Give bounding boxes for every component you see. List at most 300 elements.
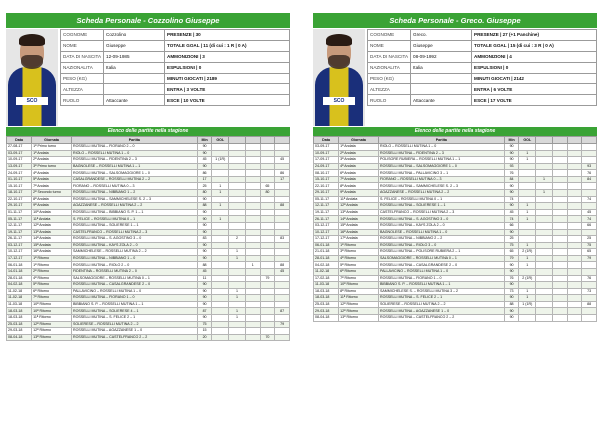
table-cell: [212, 255, 229, 262]
table-cell: 19-11-17: [7, 229, 32, 236]
info-value: 08-09-1992: [411, 51, 472, 62]
player-photo: [313, 29, 365, 126]
table-cell: [536, 301, 553, 308]
table-cell: ROSSELLI MUTINA – AGAZZANESE 1 – 0: [71, 328, 197, 335]
table-cell: 2 (1R): [519, 275, 536, 282]
table-row: [7, 275, 290, 282]
table-cell: 25-03-18: [7, 321, 32, 328]
info-stat: TOTALE GOAL | 15 (di cui : 3 R | 0 A): [472, 40, 597, 51]
table-cell: [275, 209, 290, 216]
table-cell: [260, 216, 275, 223]
table-cell: 74: [504, 196, 519, 203]
table-cell: 11: [197, 275, 212, 282]
table-cell: [567, 209, 582, 216]
table-cell: [245, 209, 260, 216]
player-sheet-right: [313, 13, 597, 322]
table-cell: 24-09-17: [7, 170, 32, 177]
match-list-title: Elenco delle partite nella stagione: [6, 127, 290, 136]
table-cell: S. FELICE – ROSSELLI MUTINA 0 – 1: [71, 216, 197, 223]
table-row: [7, 209, 290, 216]
table-cell: 1ª Ritorno: [32, 262, 72, 269]
table-cell: [260, 249, 275, 256]
table-cell: [275, 328, 290, 335]
table-cell: 1ª Ritorno: [32, 255, 72, 262]
table-cell: 1ª Andata: [339, 144, 379, 151]
table-cell: ROSSELLI MUTINA – FIDENTINA 2 – 3: [378, 150, 504, 157]
table-row: [314, 288, 597, 295]
info-key: RUOLO: [368, 95, 411, 106]
table-cell: [536, 236, 553, 243]
table-cell: [245, 328, 260, 335]
table-cell: [260, 255, 275, 262]
table-cell: 17-12-17: [7, 255, 32, 262]
table-cell: [212, 150, 229, 157]
table-row: [7, 196, 290, 203]
column-header: Min: [197, 137, 212, 144]
table-cell: [229, 268, 246, 275]
table-row: [7, 190, 290, 197]
table-cell: 90: [504, 157, 519, 164]
table-cell: 83: [275, 236, 290, 243]
table-cell: [245, 288, 260, 295]
table-cell: 08-10-17: [314, 170, 339, 177]
table-cell: [536, 295, 553, 302]
table-cell: ROSSELLI MUTINA – RIOLO 3 – 0: [378, 242, 504, 249]
table-cell: [260, 315, 275, 322]
table-cell: 90: [197, 282, 212, 289]
table-cell: [275, 144, 290, 151]
table-cell: [245, 229, 260, 236]
table-row: [7, 222, 290, 229]
table-cell: [212, 249, 229, 256]
table-cell: [229, 157, 246, 164]
table-cell: [536, 170, 553, 177]
table-row: [314, 196, 597, 203]
sponsor-logo: SCO: [323, 97, 355, 105]
table-cell: 10ª Ritorno: [339, 282, 379, 289]
table-cell: ROSSELLI MUTINA – SAMMICHELESE S. 2 – 3: [71, 196, 197, 203]
column-header: Giornata: [32, 137, 72, 144]
info-key: COGNOME: [61, 30, 104, 41]
column-header: [229, 137, 246, 144]
table-cell: 17-12-17: [314, 236, 339, 243]
table-cell: AGAZZANESE – ROSSELLI MUTINA 2 – 2: [378, 190, 504, 197]
table-cell: ROSSELLI MUTINA – FIORANO 1 – 0: [71, 295, 197, 302]
table-cell: [519, 236, 536, 243]
table-cell: RIOLO – ROSSELLI MUTINA 1 – 0: [378, 144, 504, 151]
table-row: [7, 255, 290, 262]
table-cell: SAMMICHELESE – ROSSELLI MUTINA 2 – 2: [71, 249, 197, 256]
info-key: PESO (KG): [368, 73, 411, 84]
table-cell: [536, 288, 553, 295]
table-cell: 5ª Andata: [32, 176, 72, 183]
table-cell: [229, 203, 246, 210]
info-row: [368, 51, 597, 62]
table-cell: [582, 150, 597, 157]
table-cell: 87: [275, 308, 290, 315]
table-cell: [582, 315, 597, 322]
profile-block: [313, 29, 597, 126]
table-cell: [552, 315, 567, 322]
table-cell: [536, 242, 553, 249]
table-cell: 86: [197, 170, 212, 177]
table-cell: 75: [582, 242, 597, 249]
table-cell: 70: [260, 334, 275, 341]
table-row: [7, 216, 290, 223]
table-cell: 4ª Ritorno: [339, 255, 379, 262]
table-row: [314, 236, 597, 243]
table-cell: S. FELICE – ROSSELLI MUTINA 0 – 1: [378, 196, 504, 203]
column-header: Partita: [378, 137, 504, 144]
table-cell: [567, 216, 582, 223]
table-cell: 11-03-18: [7, 301, 32, 308]
table-cell: [275, 183, 290, 190]
table-cell: ROSSELLI MUTINA – PALLAVICINO 3 – 1: [378, 170, 504, 177]
table-cell: 90: [504, 229, 519, 236]
table-cell: 12ª Ritorno: [339, 301, 379, 308]
table-row: [7, 170, 290, 177]
table-cell: [552, 216, 567, 223]
table-cell: [567, 242, 582, 249]
table-cell: [552, 209, 567, 216]
table-cell: BAGNOLESE – ROSSELLI MUTINA 1 – 0: [378, 229, 504, 236]
table-cell: [260, 150, 275, 157]
table-cell: [582, 262, 597, 269]
table-cell: 15ª Andata: [339, 222, 379, 229]
table-cell: 73: [504, 288, 519, 295]
table-cell: 87: [197, 308, 212, 315]
table-cell: [212, 282, 229, 289]
table-cell: 1: [212, 183, 229, 190]
table-cell: ROSSELLI MUTINA – CASTELFRANCO 2 – 2: [378, 315, 504, 322]
table-cell: 90: [504, 308, 519, 315]
info-value: Giuseppe: [104, 40, 165, 51]
table-cell: [567, 282, 582, 289]
table-cell: [229, 144, 246, 151]
table-cell: [245, 268, 260, 275]
table-cell: [229, 334, 246, 341]
table-cell: 15-10-17: [7, 183, 32, 190]
table-cell: [582, 308, 597, 315]
table-cell: 13ª Andata: [339, 209, 379, 216]
table-cell: 1: [536, 190, 553, 197]
table-cell: [536, 209, 553, 216]
table-cell: 1ª Primo turno: [32, 144, 72, 151]
table-cell: [245, 170, 260, 177]
table-cell: 17-02-18: [314, 275, 339, 282]
table-cell: 73: [582, 288, 597, 295]
table-cell: 05-11-17: [314, 196, 339, 203]
table-cell: SALSOMAGGIORE – ROSSELLI MUTINA 0 – 1: [378, 255, 504, 262]
table-cell: 08-04-18: [314, 315, 339, 322]
table-cell: [260, 222, 275, 229]
table-cell: [519, 315, 536, 322]
table-cell: 88: [197, 203, 212, 210]
table-cell: 90: [504, 190, 519, 197]
table-cell: [567, 288, 582, 295]
table-cell: 1: [519, 295, 536, 302]
table-cell: [245, 249, 260, 256]
table-cell: [245, 183, 260, 190]
table-cell: [212, 262, 229, 269]
column-header: Data: [314, 137, 339, 144]
table-cell: [212, 163, 229, 170]
table-row: [7, 183, 290, 190]
table-cell: [536, 262, 553, 269]
table-cell: 90: [504, 150, 519, 157]
table-cell: [552, 229, 567, 236]
info-key: PESO (KG): [61, 73, 104, 84]
table-cell: [567, 163, 582, 170]
table-cell: [536, 203, 553, 210]
table-cell: [552, 288, 567, 295]
table-cell: [212, 176, 229, 183]
table-cell: [567, 170, 582, 177]
table-cell: [245, 203, 260, 210]
table-cell: 45: [504, 209, 519, 216]
table-cell: 11-03-18: [314, 282, 339, 289]
table-cell: RIOLO – ROSSELLI MUTINA 1 – 0: [71, 150, 197, 157]
table-cell: 05-11-17: [7, 216, 32, 223]
table-cell: [582, 282, 597, 289]
table-cell: 6ª Ritorno: [32, 288, 72, 295]
table-cell: 8ª Andata: [339, 183, 379, 190]
table-cell: [229, 262, 246, 269]
table-row: [7, 334, 290, 341]
table-cell: [245, 144, 260, 151]
table-cell: [582, 157, 597, 164]
table-row: [314, 216, 597, 223]
table-row: [314, 249, 597, 256]
header-row: [7, 137, 290, 144]
sponsor-logo: SCO: [16, 97, 48, 105]
table-cell: [260, 282, 275, 289]
table-cell: 2ª Ritorno: [32, 268, 72, 275]
table-cell: 76: [582, 170, 597, 177]
table-cell: 11ª Andata: [339, 196, 379, 203]
table-cell: [229, 282, 246, 289]
table-cell: [552, 222, 567, 229]
table-cell: [567, 196, 582, 203]
table-row: [7, 328, 290, 335]
info-stat: TOTALE GOAL | 11 (di cui : 1 R | 0 A): [165, 40, 290, 51]
table-cell: [567, 183, 582, 190]
table-cell: [275, 301, 290, 308]
table-cell: 1: [229, 255, 246, 262]
table-cell: 16ª Andata: [339, 229, 379, 236]
table-cell: 45: [197, 268, 212, 275]
table-cell: [212, 196, 229, 203]
table-cell: [275, 288, 290, 295]
table-cell: 11-02-18: [7, 288, 32, 295]
table-cell: [582, 144, 597, 151]
table-cell: [245, 157, 260, 164]
table-cell: 4ª Andata: [32, 170, 72, 177]
table-row: [314, 144, 597, 151]
info-row: [368, 62, 597, 73]
table-cell: 25: [197, 183, 212, 190]
table-cell: ROSSELLI MUTINA – NIBBIANO 1 – 0: [71, 255, 197, 262]
match-table: [6, 136, 290, 341]
table-cell: 79: [275, 321, 290, 328]
table-cell: 12ª Ritorno: [32, 321, 72, 328]
table-cell: ROSSELLI MUTINA – S. AGOSTINO 3 – 0: [378, 216, 504, 223]
table-cell: [260, 236, 275, 243]
table-cell: [552, 150, 567, 157]
table-cell: 90: [197, 150, 212, 157]
table-cell: 88: [582, 301, 597, 308]
info-row: [368, 40, 597, 51]
table-row: [314, 170, 597, 177]
table-cell: [567, 249, 582, 256]
table-cell: [275, 229, 290, 236]
table-cell: [212, 209, 229, 216]
table-row: [314, 268, 597, 275]
info-row: [61, 73, 290, 84]
column-header: [552, 137, 567, 144]
table-cell: ROSSELLI MUTINA – SOLIERESE 1 – 1: [71, 222, 197, 229]
table-cell: [260, 308, 275, 315]
table-cell: 7ª Andata: [32, 183, 72, 190]
table-cell: [552, 295, 567, 302]
table-cell: 45: [582, 209, 597, 216]
table-cell: FIDENTINA – ROSSELLI MUTINA 2 – 0: [71, 268, 197, 275]
table-cell: 11-02-18: [7, 295, 32, 302]
table-cell: [567, 176, 582, 183]
table-cell: 90: [197, 242, 212, 249]
table-cell: 18-03-18: [7, 315, 32, 322]
table-cell: 08-04-18: [7, 334, 32, 341]
table-cell: [552, 144, 567, 151]
table-cell: 3ª Primo turno: [32, 163, 72, 170]
table-cell: [519, 268, 536, 275]
table-cell: ROSSELLI MUTINA – SALSOMAGGIORE 1 – 0: [378, 163, 504, 170]
table-cell: SALSOMAGGIORE – ROSSELLI MUTINA 0 – 1: [71, 275, 197, 282]
table-cell: 11ª Ritorno: [32, 315, 72, 322]
table-cell: 84: [582, 176, 597, 183]
table-row: [314, 183, 597, 190]
table-cell: 01-11-17: [7, 209, 32, 216]
table-cell: [229, 229, 246, 236]
table-cell: 6ª Andata: [339, 170, 379, 177]
table-cell: 13-09-17: [7, 163, 32, 170]
table-cell: [519, 229, 536, 236]
table-cell: 4ª Andata: [339, 163, 379, 170]
table-cell: [212, 144, 229, 151]
column-header: Partita: [71, 137, 197, 144]
table-cell: ROSSELLI MUTINA – CASALGRANDESE 2 – 0: [378, 262, 504, 269]
table-cell: [260, 328, 275, 335]
table-row: [314, 209, 597, 216]
table-row: [314, 315, 597, 322]
table-cell: 03-12-17: [7, 242, 32, 249]
table-cell: 1: [229, 288, 246, 295]
column-header: Giornata: [339, 137, 379, 144]
table-cell: 90: [504, 268, 519, 275]
table-cell: 14ª Andata: [32, 236, 72, 243]
table-row: [7, 295, 290, 302]
table-cell: 90: [197, 222, 212, 229]
sheet-title: Scheda Personale - Cozzolino Giuseppe: [6, 13, 290, 28]
table-cell: 88: [275, 203, 290, 210]
table-cell: [275, 242, 290, 249]
table-row: [314, 255, 597, 262]
table-cell: CASTELFRANCO – ROSSELLI MUTINA 2 – 3: [378, 209, 504, 216]
table-cell: [567, 222, 582, 229]
table-cell: 93: [582, 163, 597, 170]
table-cell: 90: [197, 295, 212, 302]
table-cell: 28-01-18: [314, 255, 339, 262]
table-cell: 90: [197, 301, 212, 308]
table-row: [314, 203, 597, 210]
table-cell: [536, 196, 553, 203]
table-cell: [245, 196, 260, 203]
info-key: NOME: [368, 40, 411, 51]
table-row: [7, 315, 290, 322]
table-cell: 66: [582, 222, 597, 229]
table-cell: [519, 170, 536, 177]
info-key: RUOLO: [61, 95, 104, 106]
table-cell: 14-01-18: [7, 268, 32, 275]
table-cell: 84: [504, 176, 519, 183]
table-cell: 12ª Andata: [32, 222, 72, 229]
table-cell: 25-03-18: [314, 301, 339, 308]
info-row: [61, 84, 290, 95]
table-row: [7, 249, 290, 256]
table-cell: 1: [245, 262, 260, 269]
table-cell: 28-01-18: [7, 275, 32, 282]
info-value: Italia: [411, 62, 472, 73]
table-cell: 16ª Andata: [32, 249, 72, 256]
info-row: [61, 51, 290, 62]
table-cell: 1: [519, 216, 536, 223]
info-table: [367, 29, 597, 106]
table-cell: [275, 255, 290, 262]
table-cell: 90: [197, 249, 212, 256]
table-cell: 1: [519, 255, 536, 262]
table-cell: [567, 203, 582, 210]
column-header: [582, 137, 597, 144]
table-cell: 65: [582, 249, 597, 256]
table-cell: [519, 222, 536, 229]
table-cell: 19-11-17: [314, 209, 339, 216]
table-cell: [582, 203, 597, 210]
table-cell: [260, 203, 275, 210]
info-stat: AMMONIZIONI | 4: [472, 51, 597, 62]
table-cell: 12ª Ritorno: [32, 328, 72, 335]
table-cell: 22-10-17: [314, 183, 339, 190]
info-key: ALTEZZA: [61, 84, 104, 95]
column-header: [260, 137, 275, 144]
sheet-title: Scheda Personale - Greco. Giuseppe: [313, 13, 597, 28]
table-cell: [212, 170, 229, 177]
table-cell: BAGNOLESE – ROSSELLI MUTINA 1 – 1: [71, 163, 197, 170]
table-cell: [567, 262, 582, 269]
table-cell: 1ª Andata: [32, 150, 72, 157]
table-cell: [229, 216, 246, 223]
table-cell: 93: [504, 163, 519, 170]
table-cell: 90: [504, 295, 519, 302]
table-cell: [229, 196, 246, 203]
table-cell: 79: [260, 275, 275, 282]
table-cell: 74: [504, 216, 519, 223]
table-cell: [229, 328, 246, 335]
table-cell: [212, 315, 229, 322]
info-stat: ESCE | 17 VOLTE: [472, 95, 597, 106]
table-cell: [245, 236, 260, 243]
table-cell: [275, 190, 290, 197]
table-row: [7, 163, 290, 170]
